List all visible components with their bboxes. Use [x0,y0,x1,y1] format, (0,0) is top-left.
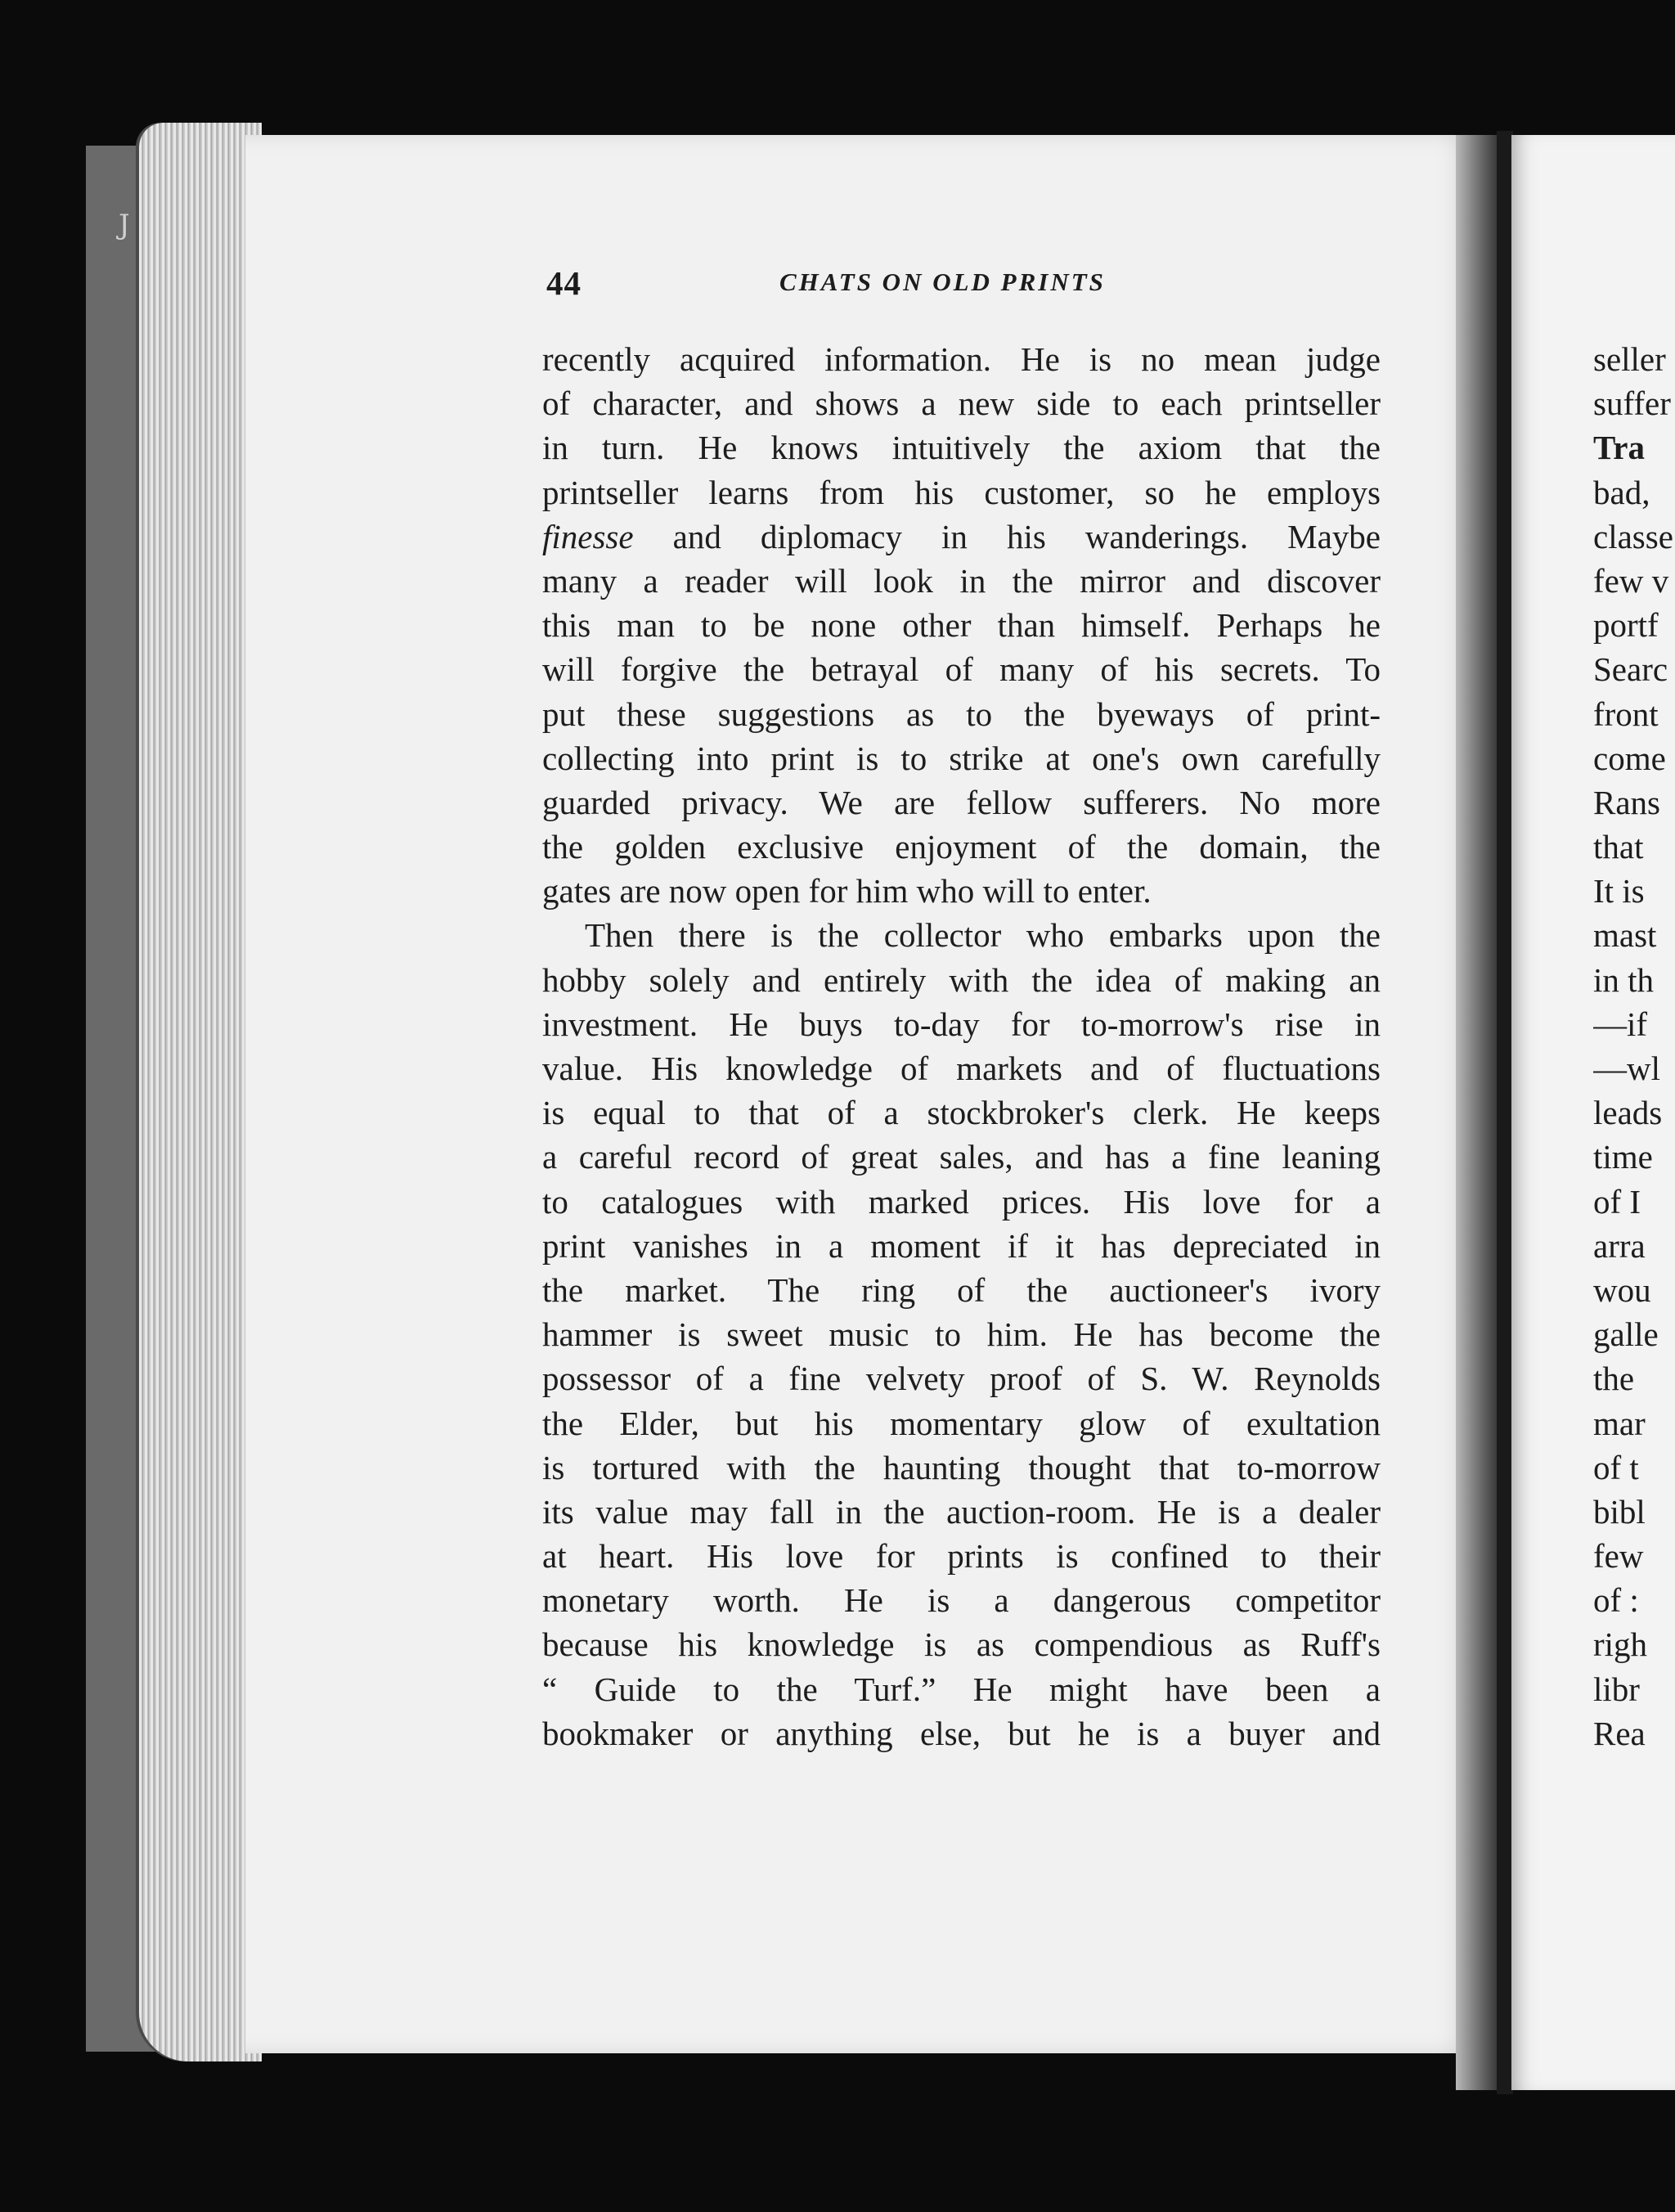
right-page-line: arra [1593,1226,1646,1265]
right-page-line: few [1593,1537,1644,1576]
right-page-line: classe [1593,517,1673,555]
text-line: of character, and shows a new side to each printseller [542,384,1381,423]
text-line: collecting into print is to strike at one's own carefully [542,739,1381,777]
right-page-line: seller [1593,340,1666,378]
text-line: the Elder, but his momentary glow of exultation [542,1404,1381,1442]
text-line: the golden exclusive enjoyment of the domain, the [542,828,1381,866]
right-page-line: come [1593,739,1666,777]
text-line: “ Guide to the Turf.” He might have been a [542,1670,1381,1708]
right-page-line: righ [1593,1625,1648,1664]
text-line: is tortured with the haunting thought that to-morrow [542,1448,1381,1486]
edge-mark: J [119,209,130,241]
text-line: investment. He buys to-day for to-morrow's rise in [542,1005,1381,1043]
text-line: value. His knowledge of markets and of fluctuations [542,1050,1381,1087]
running-head: CHATS ON OLD PRINTS [779,268,1106,296]
text-line: gates are now open for him who will to enter. [542,872,1152,910]
text-line: hobby solely and entirely with the idea of making an [542,960,1381,999]
right-page-line: leads [1593,1094,1663,1132]
text-line: finesse and diplomacy in his wanderings. Maybe [542,517,1381,555]
text-line: monetary worth. He is a dangerous competitor [542,1581,1381,1620]
page-header [546,263,1381,312]
right-page-line: suffer [1593,384,1671,423]
right-page-line: of t [1593,1448,1639,1486]
text-line: print vanishes in a moment if it has depreciated in [542,1226,1381,1265]
text-line: recently acquired information. He is no mean judge [542,340,1381,378]
text-line: put these suggestions as to the byeways of print- [542,695,1381,733]
right-page-line: that [1593,828,1644,866]
text-line: many a reader will look in the mirror and discover [542,561,1381,600]
right-page-line: —wl [1593,1050,1660,1087]
right-page-line: libr [1593,1670,1640,1708]
text-line: bookmaker or anything else, but he is a buyer and [542,1714,1381,1752]
right-page-line: few v [1593,561,1669,600]
text-line: will forgive the betrayal of many of his secrets. To [542,650,1381,689]
right-page-line: of I [1593,1182,1641,1221]
right-page-line: —if [1593,1005,1648,1043]
text-line: a careful record of great sales, and has a fine leaning [542,1138,1381,1176]
page-number: 44 [546,264,582,302]
text-line: because his knowledge is as compendious as Ruff's [542,1625,1381,1664]
right-page-line: bad, [1593,473,1650,511]
right-page-line: It is [1593,872,1645,910]
right-page-line: of : [1593,1581,1639,1620]
text-line: to catalogues with marked prices. His love for a [542,1182,1381,1221]
right-page-line: mast [1593,916,1657,955]
text-line: this man to be none other than himself. Perhaps he [542,606,1381,645]
right-page-line: Tra [1593,429,1646,467]
right-page-line: wou [1593,1270,1651,1309]
text-line: is equal to that of a stockbroker's clerk. He keeps [542,1094,1381,1132]
text-line: printseller learns from his customer, so he employs [542,473,1381,511]
text-line: possessor of a fine velvety proof of S. W. Reynolds [542,1360,1381,1398]
italic-word: finesse [542,517,634,555]
right-page-line: galle [1593,1315,1659,1354]
right-page-line: time [1593,1138,1653,1176]
right-page-text [1593,337,1675,1756]
text-line: Then there is the collector who embarks upon the [585,916,1381,955]
gutter [1497,131,1513,2094]
right-page-line: the [1593,1360,1635,1398]
text-line: guarded privacy. We are fellow sufferers. No more [542,783,1381,821]
right-page-line: Rans [1593,783,1660,821]
text-line: the market. The ring of the auctioneer's ivory [542,1270,1381,1309]
right-page-line: in th [1593,960,1655,999]
right-page-line: front [1593,695,1659,733]
right-page-line: bibl [1593,1492,1646,1531]
right-page-line: portf [1593,606,1659,645]
page-edges [139,123,262,2061]
right-page-line: mar [1593,1404,1646,1442]
text-line: at heart. His love for prints is confined to their [542,1537,1381,1576]
body-text [542,337,1381,1756]
text-line: in turn. He knows intuitively the axiom that the [542,429,1381,467]
right-page-line: Searc [1593,650,1668,689]
text-line: its value may fall in the auction-room. He is a dealer [542,1492,1381,1531]
right-page-line: Rea [1593,1714,1646,1752]
gutter-shadow [1456,135,1497,2090]
text-line: hammer is sweet music to him. He has become the [542,1315,1381,1354]
